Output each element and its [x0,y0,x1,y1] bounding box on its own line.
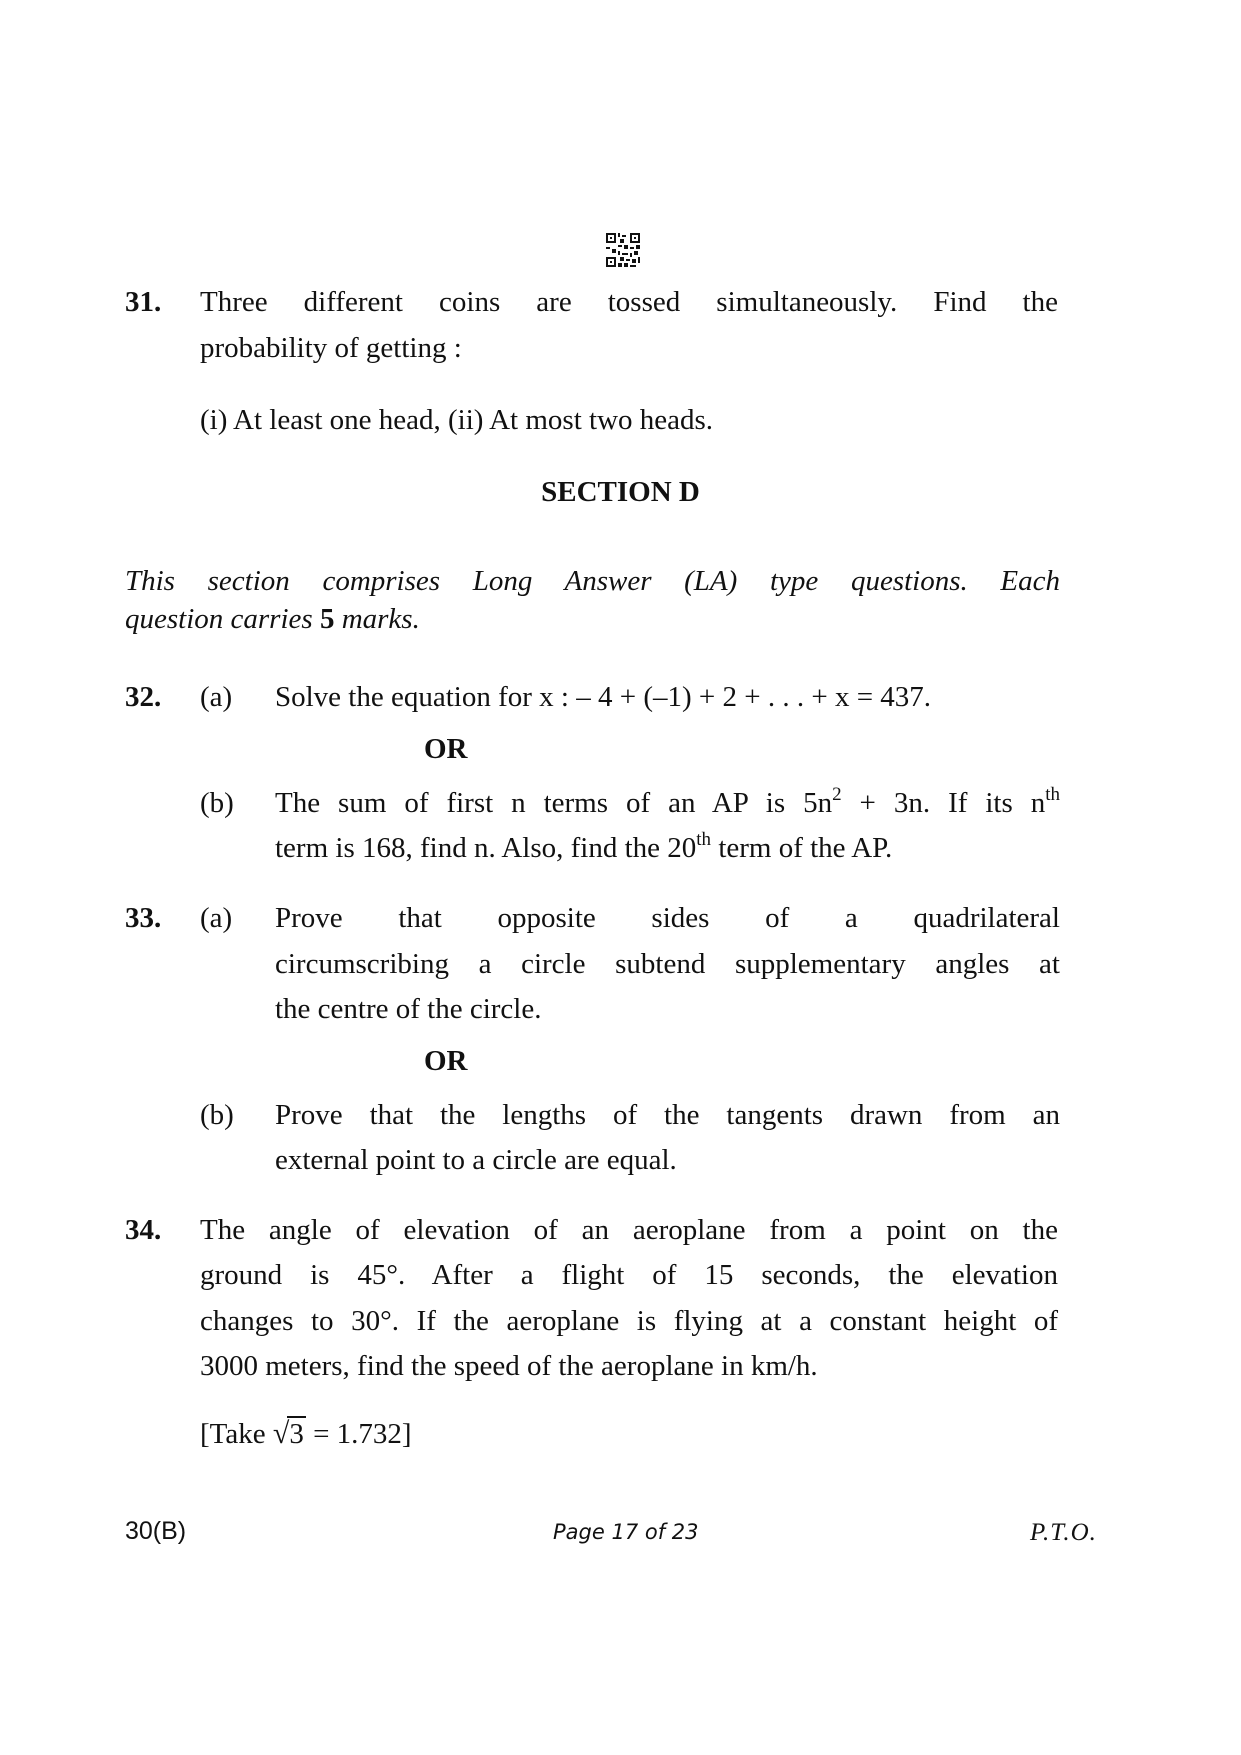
question-33-a-line3: the centre of the circle. [275,993,542,1025]
sqrt-icon: √ [272,1417,290,1450]
section-title: SECTION D [541,476,700,508]
question-33-b-line1: Prove that the lengths of the tangents drawn from an [275,1099,1060,1131]
page-of: of [638,1520,672,1544]
section-intro-line1: This section comprises Long Answer (LA) type questions. Each [125,565,1060,597]
question-34-line3: changes to 30°. If the aeroplane is flying at a constant height of [200,1305,1058,1337]
q32b-line2-sup: th [696,829,712,850]
question-32-b-line1 [275,785,1060,821]
pto-label: P.T.O. [1030,1519,1097,1546]
hint-text-b: = 1.732] [305,1418,412,1450]
question-33-b-label: (b) [200,1099,234,1131]
question-33-number: 33. [125,902,162,934]
hint-radicand: 3 [289,1418,304,1450]
question-34-line2: ground is 45°. After a flight of 15 seconds, the elevation [200,1259,1058,1291]
section-intro-text: question carries [125,603,320,635]
question-31-parts: (i) At least one head, (ii) At most two heads. [200,404,714,436]
q32b-text-a: The sum of first n terms of an AP is 5n [275,787,833,819]
question-32-or: OR [424,733,468,765]
section-marks: 5 [319,603,335,635]
question-31-number: 31. [125,286,162,318]
section-intro-line2 [125,601,420,637]
question-32-b-line2 [275,830,892,866]
question-32-number: 32. [125,681,162,713]
paper-code: 30(B) [125,1517,187,1545]
question-34-line1: The angle of elevation of an aeroplane from a point on the [200,1214,1058,1246]
q32b-line2-text-a: term is 168, find n. Also, find the 20 [275,832,697,864]
question-33-a-line2: circumscribing a circle subtend supplementary angles at [275,948,1060,980]
question-32-a-text: Solve the equation for x : – 4 + (–1) + 2 + . . . + x = 437. [275,681,932,713]
page-number [553,1520,699,1544]
question-34-hint [200,1416,412,1452]
question-32-a-label: (a) [200,681,233,713]
question-31-text-line2: probability of getting : [200,332,462,364]
q32b-text-b: + 3n. If its n [841,787,1046,819]
question-33-or: OR [424,1045,468,1077]
q32b-sup: 2 [832,784,842,805]
question-34-line4: 3000 meters, find the speed of the aeroplane in km/h. [200,1350,818,1382]
section-intro-text-end: marks. [334,603,420,635]
qr-code-icon [606,233,640,267]
question-33-a-line1: Prove that opposite sides of a quadrilateral [275,902,1060,934]
hint-text-a: [Take [200,1418,273,1450]
page-prefix: Page [553,1520,612,1544]
question-31-text-line1: Three different coins are tossed simultaneously. Find the [200,286,1058,318]
q32b-line2-text-b: term of the AP. [711,832,893,864]
question-32-b-label: (b) [200,787,234,819]
question-33-a-label: (a) [200,902,233,934]
page-total: 23 [671,1520,699,1544]
page-current: 17 [611,1520,639,1544]
q32b-sup2: th [1045,784,1060,805]
question-34-number: 34. [125,1214,162,1246]
question-33-b-line2: external point to a circle are equal. [275,1144,677,1176]
